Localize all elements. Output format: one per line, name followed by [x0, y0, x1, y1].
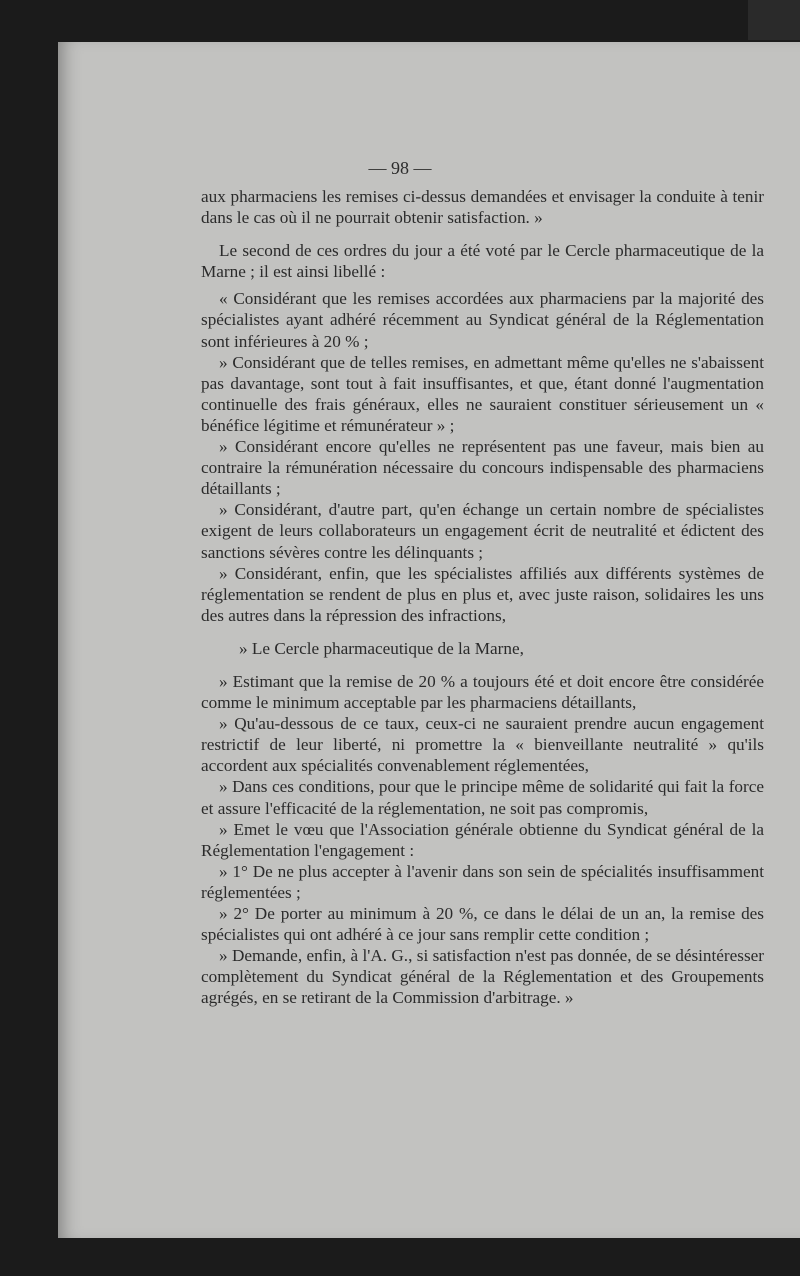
paragraph: » Considérant, d'autre part, qu'en échange un certain nombre de spécialistes exigent de leurs collaborateurs un engagement écrit de neutralité et édictent des sanctions sévères contre les délinquants ;	[201, 500, 764, 562]
paragraph: » Dans ces conditions, pour que le principe même de solidarité qui fait la force et assure l'efficacité de la réglementation, ne soit pas compromis,	[201, 777, 764, 818]
paragraph: » Le Cercle pharmaceutique de la Marne,	[239, 638, 524, 658]
paragraph: Le second de ces ordres du jour a été voté par le Cercle pharmaceutique de la Marne ; il est ainsi libellé :	[201, 241, 764, 282]
scan-edge	[748, 0, 800, 40]
paragraph: » Qu'au-dessous de ce taux, ceux-ci ne sauraient prendre aucun engagement restrictif de leur liberté, ni promettre la « bienveillante neutralité » qu'ils accordent aux spécialités convenablement réglementées,	[201, 714, 764, 776]
paragraph: » Considérant encore qu'elles ne représentent pas une faveur, mais bien au contraire la rémunération nécessaire du concours indispensable des pharmaciens détaillants ;	[201, 437, 764, 499]
paragraph: « Considérant que les remises accordées aux pharmaciens par la majorité des spécialistes ayant adhéré récemment au Syndicat général de la Réglementation sont inférieures à 20 % ;	[201, 289, 764, 351]
paragraph: » Considérant, enfin, que les spécialistes affiliés aux différents systèmes de réglementation se rendent de plus en plus et, avec juste raison, solidaires les uns des autres dans la répression des infractions,	[201, 563, 764, 625]
paragraph: » Demande, enfin, à l'A. G., si satisfaction n'est pas donnée, de se désintéresser complètement du Syndicat général de la Réglementation et des Groupements agrégés, en se retirant de la Commission d'arbitrage. »	[201, 946, 764, 1008]
paragraph: » Considérant que de telles remises, en admettant même qu'elles ne s'abaissent pas davantage, sont tout à fait insuffisantes, et que, étant donné l'augmentation continuelle des frais généraux, elles ne sauraient constituer sérieusement un « bénéfice légitime et rémunérateur » ;	[201, 352, 764, 435]
paragraph: » Emet le vœu que l'Association générale obtienne du Syndicat général de la Réglementation l'engagement :	[201, 819, 764, 860]
paragraph: » Estimant que la remise de 20 % a toujours été et doit encore être considérée comme le minimum acceptable par les pharmaciens détaillants,	[201, 671, 764, 713]
paragraph: » 2° De porter au minimum à 20 %, ce dans le délai de un an, la remise des spécialistes qui ont adhéré à ce jour sans remplir cette condition ;	[201, 904, 764, 945]
paragraph: » 1° De ne plus accepter à l'avenir dans son sein de spécialités insuffisamment réglementées ;	[201, 861, 764, 902]
page-text	[201, 186, 764, 1008]
paragraph: aux pharmaciens les remises ci-dessus demandées et envisager la conduite à tenir dans le cas où il ne pourrait obtenir satisfaction. »	[201, 187, 764, 228]
page-number: — 98 —	[368, 158, 432, 178]
